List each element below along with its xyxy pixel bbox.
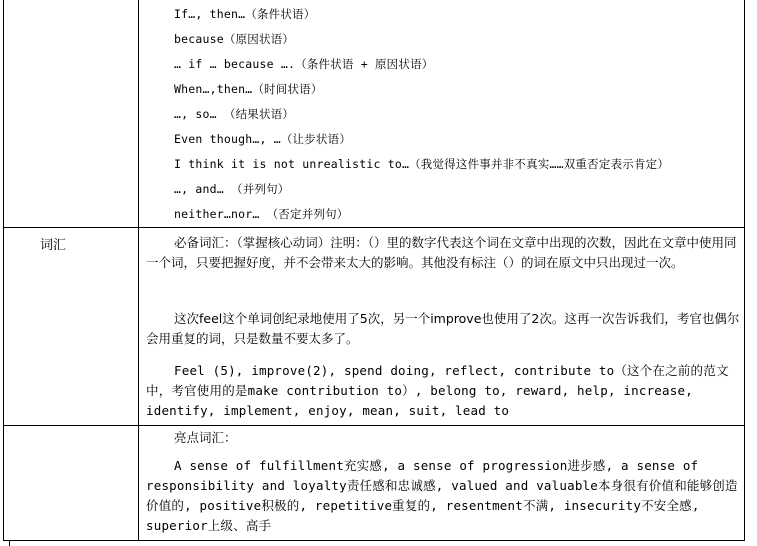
structure-line-3: … if … because ….（条件状语 + 原因状语）: [174, 57, 434, 71]
table-left-border: [3, 0, 4, 541]
essential-vocab-paragraph: [146, 233, 740, 273]
table-bottom-border: [3, 540, 745, 541]
row-divider-1: [3, 227, 745, 228]
page-margin-mark: [9, 541, 10, 546]
table-right-border: [744, 0, 745, 541]
highlight-vocab-paragraph: [146, 456, 740, 536]
highlight-vocab-heading: 亮点词汇：: [174, 430, 237, 445]
vocabulary-label: 词汇: [40, 238, 67, 253]
verb-list-text: Feel (5), improve(2), spend doing, reflect, contribute to（这个在之前的范文中，考官使用的是make contribution to）, belong to, reward, help, increase, identify, implement, enjoy, mean, suit, lead to: [146, 363, 729, 418]
structure-line-5: …, so… （结果状语）: [174, 107, 295, 121]
highlight-vocab-text: A sense of fulfillment充实感, a sense of progression进步感, a sense of responsibility and loyalty责任感和忠诚感, valued and valuable本身很有价值和能够创造价值的, positive积极的, repetitive重复的, resentment不满, insecurity不安全感, superior上级、高手: [146, 458, 738, 533]
structure-line-6: Even though…, …（让步状语）: [174, 132, 352, 146]
structure-line-4: When…,then…（时间状语）: [174, 82, 323, 96]
structure-line-2: because（原因状语）: [174, 32, 295, 46]
structure-line-7: I think it is not unrealistic to…（我觉得这件事并非不真实……双重否定表示肯定）: [174, 157, 670, 171]
structure-line-9: neither…nor… （否定并列句）: [174, 207, 349, 221]
repetition-note-paragraph: [146, 309, 740, 349]
structure-line-1: If…, then…（条件状语）: [174, 7, 316, 21]
essential-vocab-text: 必备词汇：（掌握核心动词）注明：（）里的数字代表这个词在文章中出现的次数，因此在文章中使用同一个词，只要把握好度，并不会带来太大的影响。其他没有标注（）的词在原文中只出现过一次。: [146, 235, 737, 270]
table-column-divider: [138, 0, 139, 541]
repetition-note-text: 这次feel这个单词创纪录地使用了5次，另一个improve也使用了2次。这再一次告诉我们，考官也偶尔会用重复的词，只是数量不要太多了。: [146, 311, 740, 346]
verb-list-paragraph: [146, 361, 740, 421]
row-divider-2: [3, 425, 745, 426]
structure-line-8: …, and… （并列句）: [174, 182, 290, 196]
